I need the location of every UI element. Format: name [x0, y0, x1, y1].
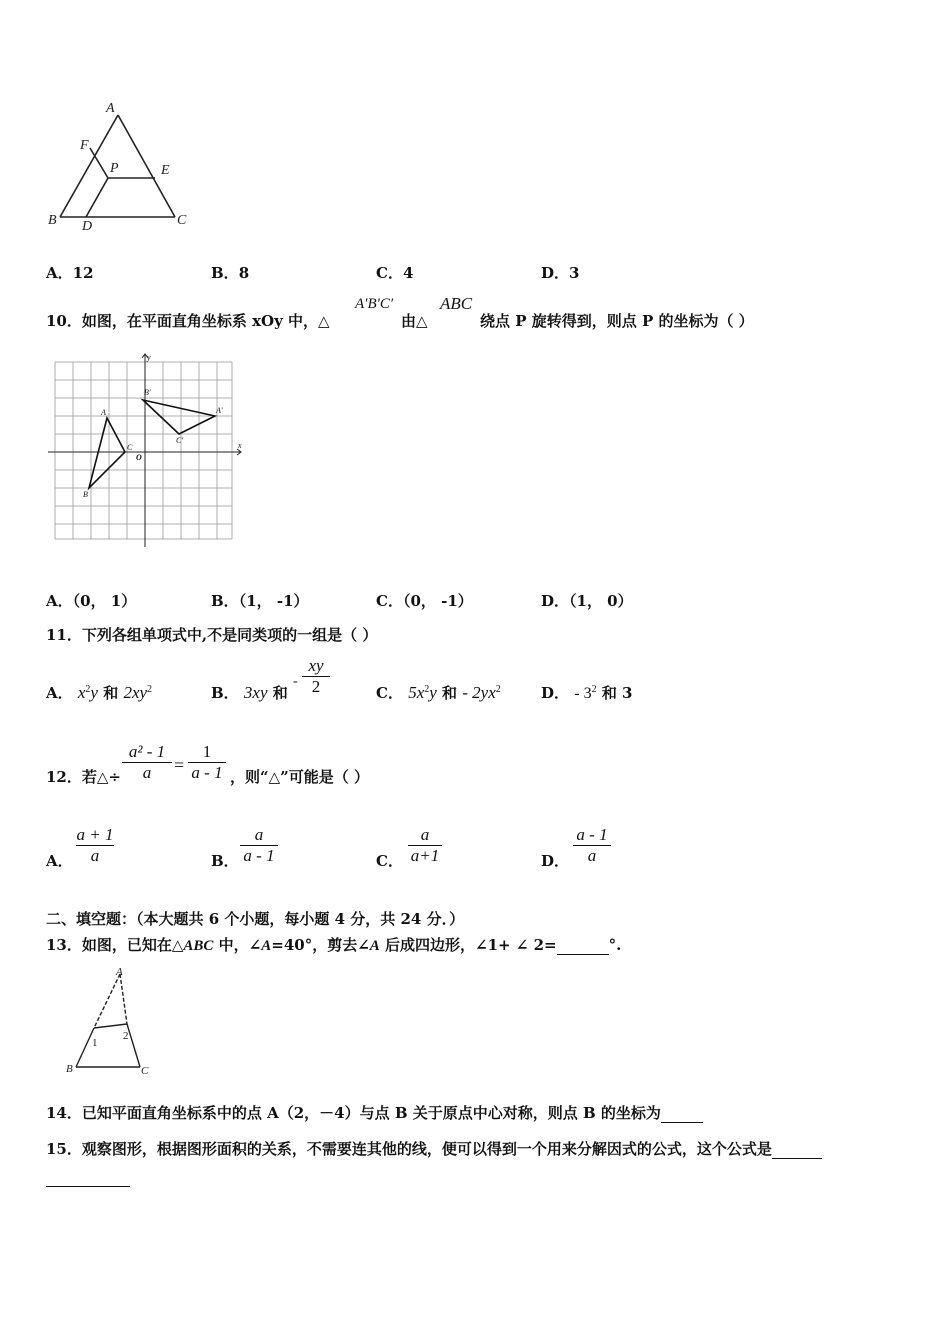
grid-label-C-prime: C′: [176, 436, 184, 445]
grid-label-B: B: [83, 490, 88, 499]
section-title-fill-in: 二、填空题：（本大题共 6 个小题，每小题 4 分，共 24 分．）: [46, 910, 465, 928]
q12-option-d[interactable]: D．: [541, 852, 570, 870]
q12-fraction-right: $\frac{1}{a - 1}$: [188, 742, 226, 783]
q11-option-b-sign: -: [293, 674, 298, 689]
label-P: P: [110, 161, 119, 176]
q10-stem-end: 绕点 P 旋转得到，则点 P 的坐标为（ ）: [480, 312, 754, 330]
q10-stem-mid: 由△: [401, 312, 428, 330]
q11-stem: 11．下列各组单项式中,不是同类项的一组是（ ）: [46, 626, 378, 644]
q12-prefix: 12．若△÷: [46, 768, 121, 786]
q12-option-b-fraction: $\frac{a}{a - 1}$: [240, 825, 278, 866]
label-F: F: [80, 138, 89, 153]
label-C: C: [177, 213, 187, 228]
q11-option-b[interactable]: B． 3xy 和: [211, 683, 288, 702]
q10-triangle: ABC: [440, 294, 473, 313]
q9-option-c[interactable]: C．4: [376, 264, 414, 282]
q13-label-B: B: [66, 1063, 73, 1075]
triangle-figure-q9: [40, 95, 200, 235]
q12-fraction-left: $\frac{\text{a² - 1}}{a}$: [122, 742, 172, 783]
q9-option-a[interactable]: A．12: [46, 264, 94, 282]
q12-equals: =: [174, 755, 185, 775]
grid-label-O: O: [136, 453, 142, 462]
q10-option-b[interactable]: B．（1， -1）: [211, 592, 309, 610]
q15-stem: 15．观察图形，根据图形面积的关系，不需要连其他的线，便可以得到一个用来分解因式的公式，这个公式是: [46, 1138, 822, 1159]
grid-label-y: y: [147, 353, 151, 362]
q12-option-a[interactable]: A．: [46, 852, 73, 870]
q14-answer-blank[interactable]: [661, 1104, 703, 1123]
q10-option-c[interactable]: C．（0， -1）: [376, 592, 473, 610]
coordinate-grid-q10: [48, 352, 248, 552]
q13-answer-blank[interactable]: [557, 936, 609, 955]
triangle-figure-q13: [62, 966, 162, 1078]
label-A: A: [106, 101, 115, 116]
grid-label-B-prime: B′: [144, 388, 151, 397]
q13-label-1: 1: [92, 1037, 98, 1049]
q15-answer-blank[interactable]: [772, 1140, 822, 1159]
label-B: B: [48, 213, 57, 228]
q11-option-c[interactable]: C． $5x^2y$ 和 - $2yx^2$: [376, 683, 501, 702]
q12-option-c[interactable]: C．: [376, 852, 403, 870]
q9-option-b[interactable]: B．8: [211, 264, 250, 282]
label-E: E: [161, 163, 170, 178]
grid-label-x: x: [238, 441, 242, 450]
label-D: D: [82, 219, 93, 234]
q10-option-d[interactable]: D．（1， 0）: [541, 592, 633, 610]
q12-suffix: ，则“△”可能是（ ）: [230, 768, 370, 786]
q13-stem: 13．如图，已知在△ABC 中，∠A=40°，剪去∠A 后成四边形，∠1+ ∠ 2= °.: [46, 936, 622, 954]
q10-stem: 10．如图，在平面直角坐标系 xOy 中，△: [46, 312, 330, 330]
q11-option-b-fraction: $\frac{xy}{2}$: [302, 656, 330, 697]
q10-triangle-prime: A′B′C′: [355, 296, 394, 312]
grid-label-C: C: [127, 443, 133, 452]
q13-label-2: 2: [123, 1030, 129, 1042]
q9-option-d[interactable]: D．3: [541, 264, 580, 282]
q14-stem: 14．已知平面直角坐标系中的点 A（2，－4）与点 B 关于原点中心对称，则点 B 的坐标为: [46, 1102, 703, 1123]
grid-label-A-prime: A′: [216, 406, 223, 415]
q11-option-d[interactable]: D． - $3^2$ 和 3: [541, 684, 633, 702]
q11-option-a[interactable]: A． $x^2y$ 和 $2xy^2$: [46, 683, 153, 702]
q15-answer-blank-continued[interactable]: [46, 1186, 130, 1187]
q12-option-b[interactable]: B．: [211, 852, 239, 870]
q13-label-A: A: [116, 966, 123, 978]
q12-option-a-fraction: $\frac{a + 1}{a}$: [76, 825, 114, 865]
q12-option-c-fraction: $\frac{a}{a+1}$: [408, 825, 442, 866]
grid-label-A: A: [101, 408, 106, 417]
q10-option-a[interactable]: A．（0， 1）: [46, 592, 137, 610]
q12-option-d-fraction: $\frac{a - 1}{a}$: [573, 825, 611, 866]
q13-label-C: C: [141, 1065, 149, 1077]
